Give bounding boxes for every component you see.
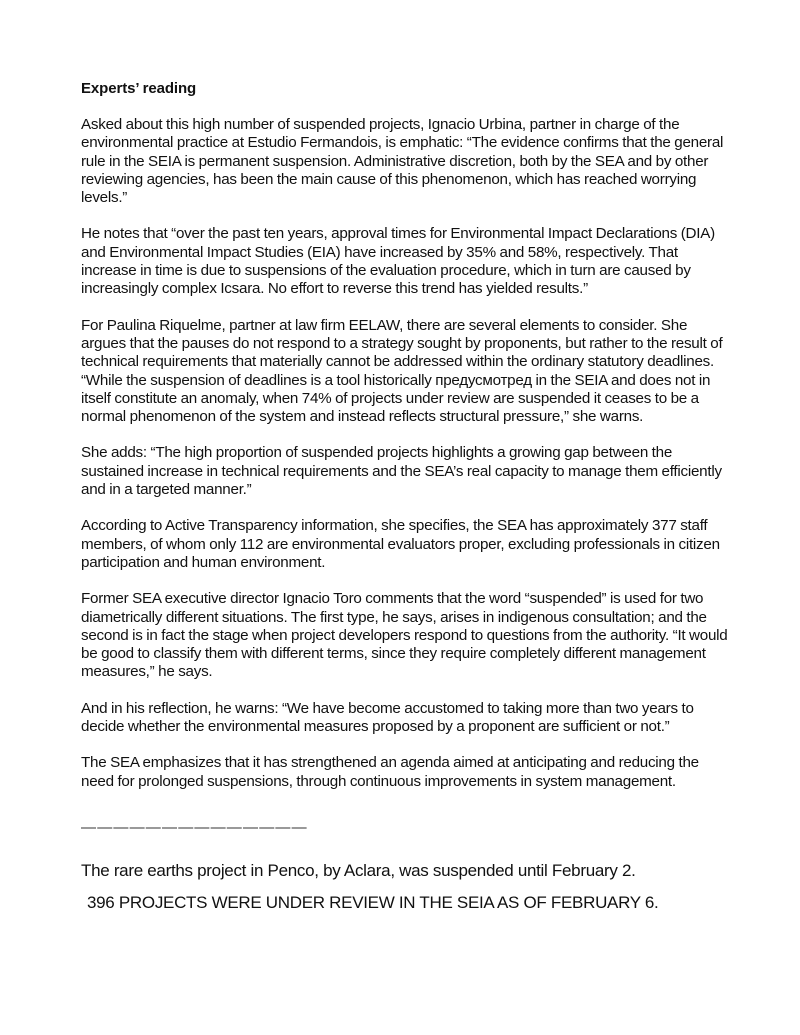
paragraph-approval-times: He notes that “over the past ten years, approval times for Environmental Impact Declarations (DIA) and Environmental Impact Studies (EIA) have increased by 35% and 58%, respectively. That increase in time is due to suspensions of the evaluation procedure, which in turn are caused by increasingly complex Icsara. No effort to reverse this trend has yielded results.” [81, 225, 715, 298]
paragraph-urbina-quote: Asked about this high number of suspended projects, Ignacio Urbina, partner in charge of the environmental practice at Estudio Fermandois, is emphatic: “The evidence confirms that the general rule in the SEIA is permanent suspension. Administrative discretion, both by the SEA and by other reviewing agencies, has been the main cause of this phenomenon, which has reached worrying levels.” [81, 116, 724, 207]
section-heading: Experts’ reading [81, 80, 197, 97]
paragraph-sea-response: The SEA emphasizes that it has strengthened an agenda aimed at anticipating and reducing the need for prolonged suspensions, through continuous improvements in system management. [81, 754, 699, 790]
paragraph-toro-reflection: And in his reflection, he warns: “We have become accustomed to taking more than two years to decide whether the environmental measures proposed by a proponent are sufficient or not.” [81, 699, 694, 736]
paragraph-riquelme-quote: For Paulina Riquelme, partner at law firm EELAW, there are several elements to consider. She argues that the pauses do not respond to a strategy sought by proponents, but rather to the result of technical requirements that materially cannot be addressed within the ordinary statutory deadlines. “While the suspension of deadlines is a tool historically предусмотред in the SEIA and does not in itself constitute an anomaly, when 74% of projects under review are suspended it ceases to be a normal phenomenon of the system and instead reflects structural pressure,” she warns. [81, 316, 723, 426]
paragraph-toro-comments: Former SEA executive director Ignacio Toro comments that the word “suspended” is used for two diametrically different situations. The first type, he says, arises in indigenous consultation; and the second is in fact the stage when project developers respond to questions from the authority. “It would be good to classify them with different terms, since they require completely different management measures,” he says. [81, 590, 728, 681]
paragraph-capacity-gap: She adds: “The high proportion of suspended projects highlights a growing gap between the sustained increase in technical requirements and the SEA’s real capacity to manage them efficiently and in a targeted manner.” [81, 444, 722, 499]
paragraph-staff-numbers: According to Active Transparency information, she specifies, the SEA has approximately 377 staff members, of whom only 112 are environmental evaluators proper, excluding professionals in citizen participation and human environment. [81, 517, 720, 571]
section-separator: —————————————— [81, 818, 308, 836]
stat-caption: 396 PROJECTS WERE UNDER REVIEW IN THE SEIA AS OF FEBRUARY 6. [87, 892, 659, 912]
photo-caption: The rare earths project in Penco, by Aclara, was suspended until February 2. [81, 860, 636, 880]
article-page [81, 80, 731, 913]
